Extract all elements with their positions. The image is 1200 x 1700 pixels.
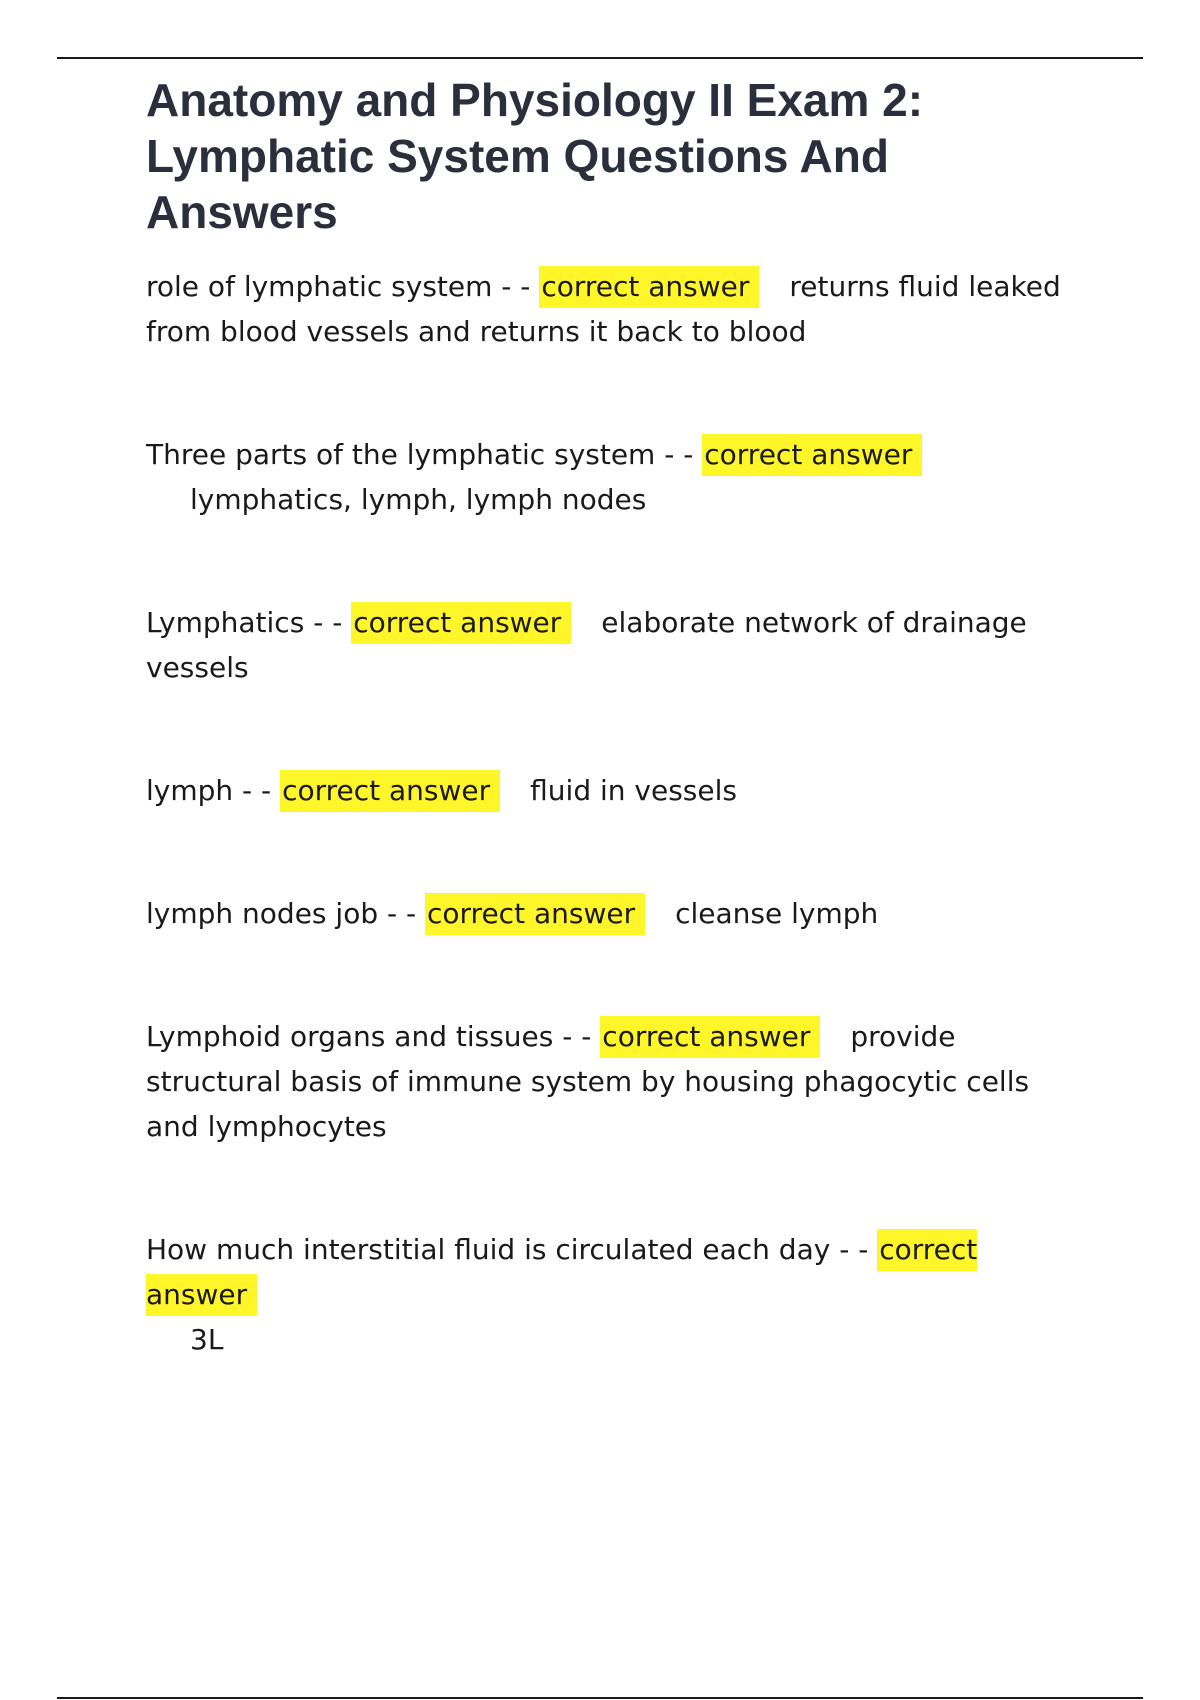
correct-answer-highlight: correct answer [600, 1016, 820, 1058]
question: Three parts of the lymphatic system [146, 438, 656, 471]
qa-item [146, 891, 1076, 936]
correct-answer-highlight: correct answer [146, 1229, 977, 1316]
correct-answer-highlight: correct answer [539, 266, 759, 308]
question: Lymphoid organs and tissues [146, 1020, 554, 1053]
correct-answer-highlight: correct answer [351, 602, 571, 644]
separator: - - [378, 897, 426, 930]
correct-answer-highlight: correct answer [280, 770, 500, 812]
correct-answer-highlight: correct answer [425, 893, 645, 935]
question: How much interstitial fluid is circulated each day [146, 1233, 831, 1266]
separator: - - [655, 438, 703, 471]
answer: provide structural basis of immune system by housing phagocytic cells and lymphocytes [146, 1020, 1030, 1143]
question: role of lymphatic system [146, 270, 493, 303]
qa-item [146, 1227, 1076, 1362]
top-rule [57, 57, 1143, 59]
separator: - - [492, 270, 540, 303]
answer: lymphatics, lymph, lymph nodes [190, 483, 647, 516]
qa-item [146, 432, 1076, 522]
answer: returns fluid leaked from blood vessels and returns it back to blood [146, 270, 1061, 348]
question: Lymphatics [146, 606, 305, 639]
qa-item [146, 264, 1076, 354]
bottom-rule [57, 1697, 1143, 1699]
answer: fluid in vessels [530, 774, 737, 807]
answer: 3L [190, 1323, 224, 1356]
qa-item [146, 768, 1076, 813]
page-title: Anatomy and Physiology II Exam 2: Lymphatic System Questions And Answers [146, 74, 924, 238]
answer: cleanse lymph [675, 897, 879, 930]
separator: - - [830, 1233, 878, 1266]
separator: - - [233, 774, 281, 807]
separator: - - [553, 1020, 601, 1053]
correct-answer-highlight: correct answer [702, 434, 922, 476]
question: lymph nodes job [146, 897, 379, 930]
separator: - - [304, 606, 352, 639]
qa-item [146, 1014, 1076, 1149]
answer: elaborate network of drainage vessels [146, 606, 1027, 684]
document-body [146, 72, 1076, 1362]
qa-item [146, 600, 1076, 690]
question: lymph [146, 774, 234, 807]
